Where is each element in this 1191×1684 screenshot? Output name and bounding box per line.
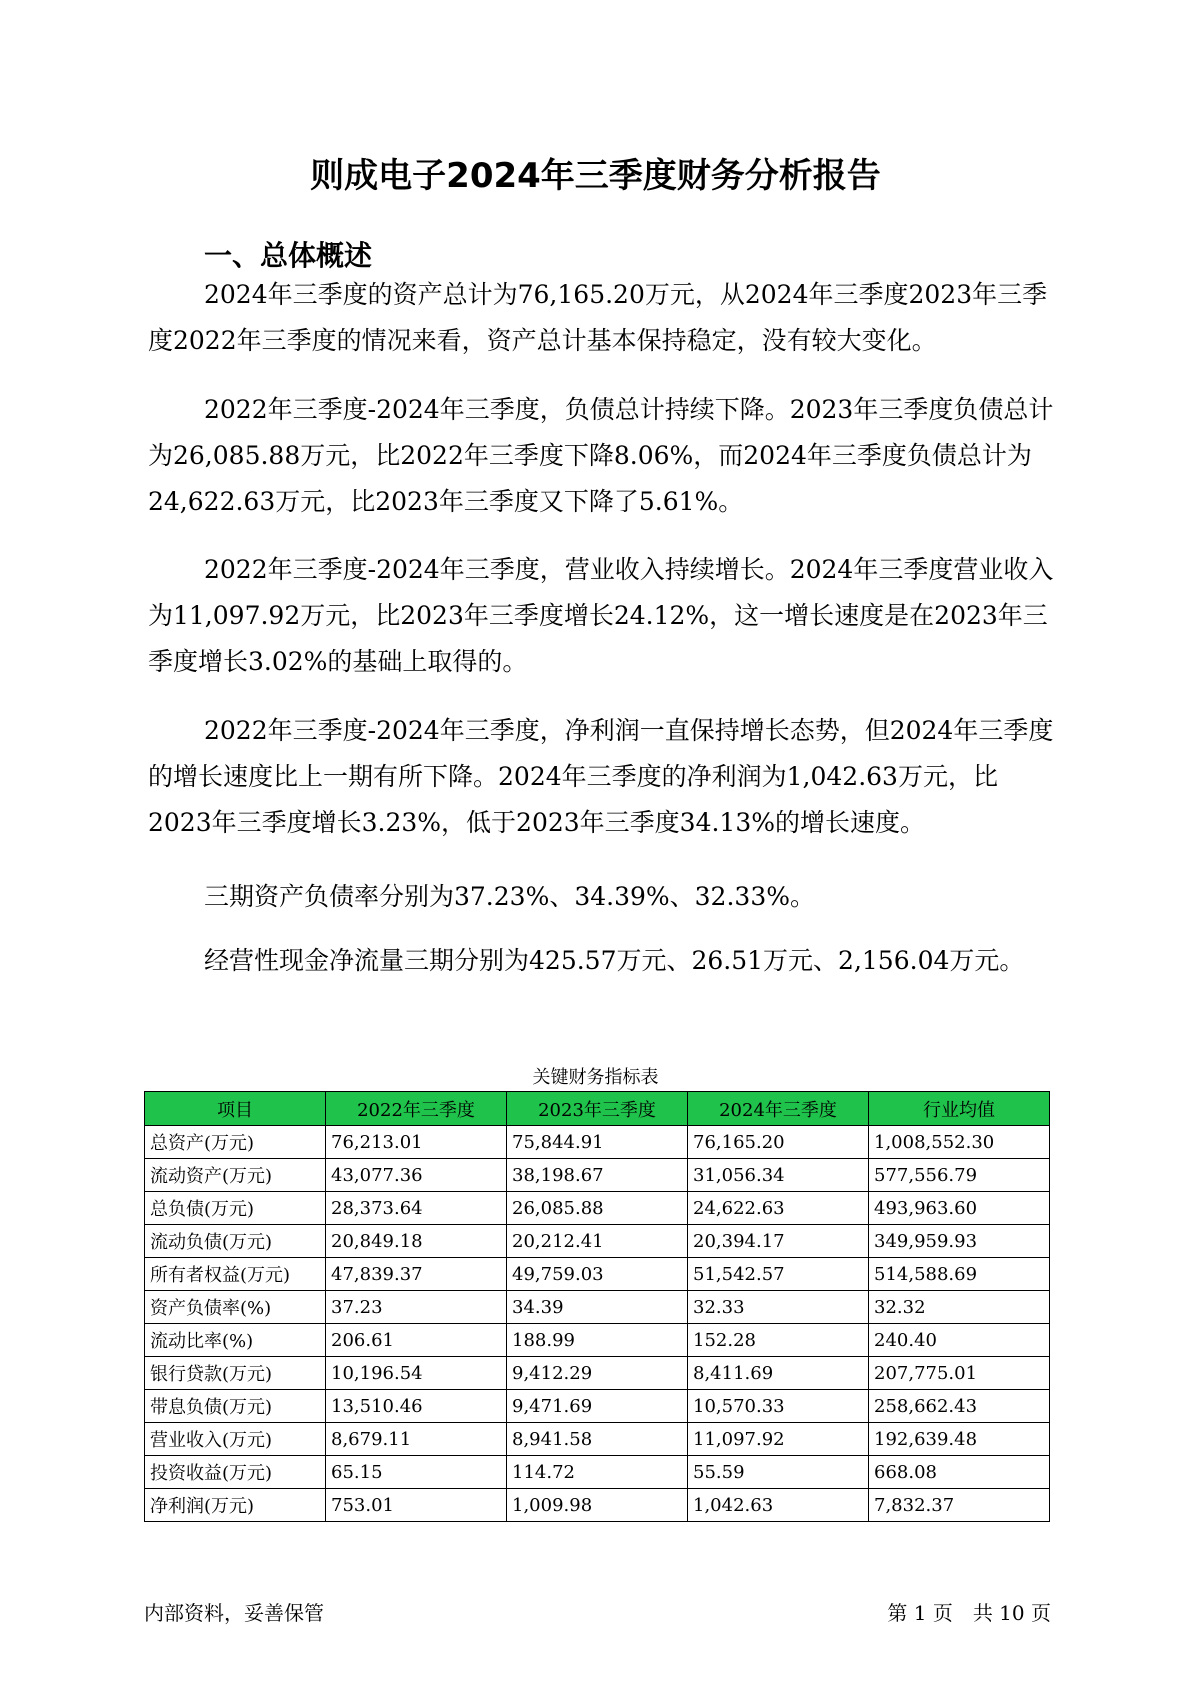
cell-2024q3: 8,411.69 — [688, 1357, 869, 1390]
cell-item: 资产负债率(%) — [145, 1291, 326, 1324]
cell-item: 总资产(万元) — [145, 1126, 326, 1159]
cell-item: 流动负债(万元) — [145, 1225, 326, 1258]
cell-industry-avg: 1,008,552.30 — [869, 1126, 1050, 1159]
table-row — [145, 1159, 1050, 1192]
table-row — [145, 1291, 1050, 1324]
financial-indicators-table — [144, 1091, 1050, 1522]
cell-item: 银行贷款(万元) — [145, 1357, 326, 1390]
cell-2022q3: 206.61 — [326, 1324, 507, 1357]
cell-2023q3: 26,085.88 — [507, 1192, 688, 1225]
cell-industry-avg: 493,963.60 — [869, 1192, 1050, 1225]
cell-2024q3: 1,042.63 — [688, 1489, 869, 1522]
header-2023q3: 2023年三季度 — [507, 1092, 688, 1126]
cell-2023q3: 38,198.67 — [507, 1159, 688, 1192]
cell-industry-avg: 258,662.43 — [869, 1390, 1050, 1423]
cell-2022q3: 37.23 — [326, 1291, 507, 1324]
cell-2024q3: 51,542.57 — [688, 1258, 869, 1291]
cell-item: 所有者权益(万元) — [145, 1258, 326, 1291]
cell-2022q3: 76,213.01 — [326, 1126, 507, 1159]
cell-item: 总负债(万元) — [145, 1192, 326, 1225]
table-body — [145, 1126, 1050, 1522]
cell-2024q3: 20,394.17 — [688, 1225, 869, 1258]
table-row — [145, 1258, 1050, 1291]
cell-item: 营业收入(万元) — [145, 1423, 326, 1456]
cell-2023q3: 9,471.69 — [507, 1390, 688, 1423]
paragraph-text: 三期资产负债率分别为37.23%、34.39%、32.33%。 — [204, 882, 815, 911]
paragraph-5 — [148, 874, 1058, 920]
cell-industry-avg: 240.40 — [869, 1324, 1050, 1357]
cell-2024q3: 152.28 — [688, 1324, 869, 1357]
cell-2024q3: 24,622.63 — [688, 1192, 869, 1225]
cell-2024q3: 10,570.33 — [688, 1390, 869, 1423]
cell-2023q3: 114.72 — [507, 1456, 688, 1489]
paragraph-6 — [148, 938, 1058, 984]
cell-2022q3: 10,196.54 — [326, 1357, 507, 1390]
table-row — [145, 1390, 1050, 1423]
cell-industry-avg: 514,588.69 — [869, 1258, 1050, 1291]
paragraph-text: 2024年三季度的资产总计为76,165.20万元，从2024年三季度2023年三季度2022年三季度的情况来看，资产总计基本保持稳定，没有较大变化。 — [148, 280, 1048, 355]
table-row — [145, 1324, 1050, 1357]
cell-2024q3: 32.33 — [688, 1291, 869, 1324]
cell-industry-avg: 668.08 — [869, 1456, 1050, 1489]
cell-item: 流动比率(%) — [145, 1324, 326, 1357]
cell-2023q3: 188.99 — [507, 1324, 688, 1357]
cell-2022q3: 20,849.18 — [326, 1225, 507, 1258]
cell-item: 带息负债(万元) — [145, 1390, 326, 1423]
table-header-row — [145, 1092, 1050, 1126]
cell-industry-avg: 207,775.01 — [869, 1357, 1050, 1390]
cell-2022q3: 43,077.36 — [326, 1159, 507, 1192]
table-row — [145, 1357, 1050, 1390]
cell-2022q3: 47,839.37 — [326, 1258, 507, 1291]
report-title: 则成电子2024年三季度财务分析报告 — [310, 156, 881, 196]
cell-industry-avg: 349,959.93 — [869, 1225, 1050, 1258]
cell-2022q3: 8,679.11 — [326, 1423, 507, 1456]
paragraph-text: 经营性现金净流量三期分别为425.57万元、26.51万元、2,156.04万元。 — [204, 946, 1025, 975]
cell-2024q3: 76,165.20 — [688, 1126, 869, 1159]
paragraph-3 — [148, 547, 1058, 685]
paragraph-2 — [148, 387, 1058, 525]
cell-item: 投资收益(万元) — [145, 1456, 326, 1489]
header-industry-avg: 行业均值 — [869, 1092, 1050, 1126]
paragraph-1 — [148, 272, 1058, 364]
cell-2022q3: 28,373.64 — [326, 1192, 507, 1225]
cell-2024q3: 11,097.92 — [688, 1423, 869, 1456]
paragraph-text: 2022年三季度-2024年三季度，负债总计持续下降。2023年三季度负债总计为26,085.88万元，比2022年三季度下降8.06%，而2024年三季度负债总计为24,622.63万元，比2023年三季度又下降了5.61%。 — [148, 395, 1054, 516]
cell-2023q3: 20,212.41 — [507, 1225, 688, 1258]
cell-2022q3: 13,510.46 — [326, 1390, 507, 1423]
cell-2023q3: 1,009.98 — [507, 1489, 688, 1522]
cell-item: 流动资产(万元) — [145, 1159, 326, 1192]
cell-2023q3: 49,759.03 — [507, 1258, 688, 1291]
cell-2023q3: 75,844.91 — [507, 1126, 688, 1159]
cell-2023q3: 9,412.29 — [507, 1357, 688, 1390]
table-caption: 关键财务指标表 — [532, 1067, 659, 1088]
table-row — [145, 1126, 1050, 1159]
header-2022q3: 2022年三季度 — [326, 1092, 507, 1126]
cell-item: 净利润(万元) — [145, 1489, 326, 1522]
table-row — [145, 1192, 1050, 1225]
cell-industry-avg: 7,832.37 — [869, 1489, 1050, 1522]
section-heading-overview: 一、总体概述 — [204, 239, 373, 272]
header-item: 项目 — [145, 1092, 326, 1126]
header-2024q3: 2024年三季度 — [688, 1092, 869, 1126]
footer-page-number: 第 1 页 共 10 页 — [887, 1601, 1051, 1625]
cell-2022q3: 65.15 — [326, 1456, 507, 1489]
cell-2024q3: 31,056.34 — [688, 1159, 869, 1192]
paragraph-text: 2022年三季度-2024年三季度，营业收入持续增长。2024年三季度营业收入为11,097.92万元，比2023年三季度增长24.12%，这一增长速度是在2023年三季度增长3.02%的基础上取得的。 — [148, 555, 1054, 676]
table-row — [145, 1456, 1050, 1489]
cell-2023q3: 34.39 — [507, 1291, 688, 1324]
footer-confidential-note: 内部资料，妥善保管 — [144, 1601, 324, 1625]
cell-2022q3: 753.01 — [326, 1489, 507, 1522]
cell-industry-avg: 577,556.79 — [869, 1159, 1050, 1192]
table-row — [145, 1423, 1050, 1456]
cell-2023q3: 8,941.58 — [507, 1423, 688, 1456]
table-row — [145, 1489, 1050, 1522]
cell-industry-avg: 192,639.48 — [869, 1423, 1050, 1456]
cell-industry-avg: 32.32 — [869, 1291, 1050, 1324]
cell-2024q3: 55.59 — [688, 1456, 869, 1489]
paragraph-text: 2022年三季度-2024年三季度，净利润一直保持增长态势，但2024年三季度的增长速度比上一期有所下降。2024年三季度的净利润为1,042.63万元，比2023年三季度增长3.23%，低于2023年三季度34.13%的增长速度。 — [148, 716, 1054, 837]
paragraph-4 — [148, 708, 1058, 846]
table-row — [145, 1225, 1050, 1258]
